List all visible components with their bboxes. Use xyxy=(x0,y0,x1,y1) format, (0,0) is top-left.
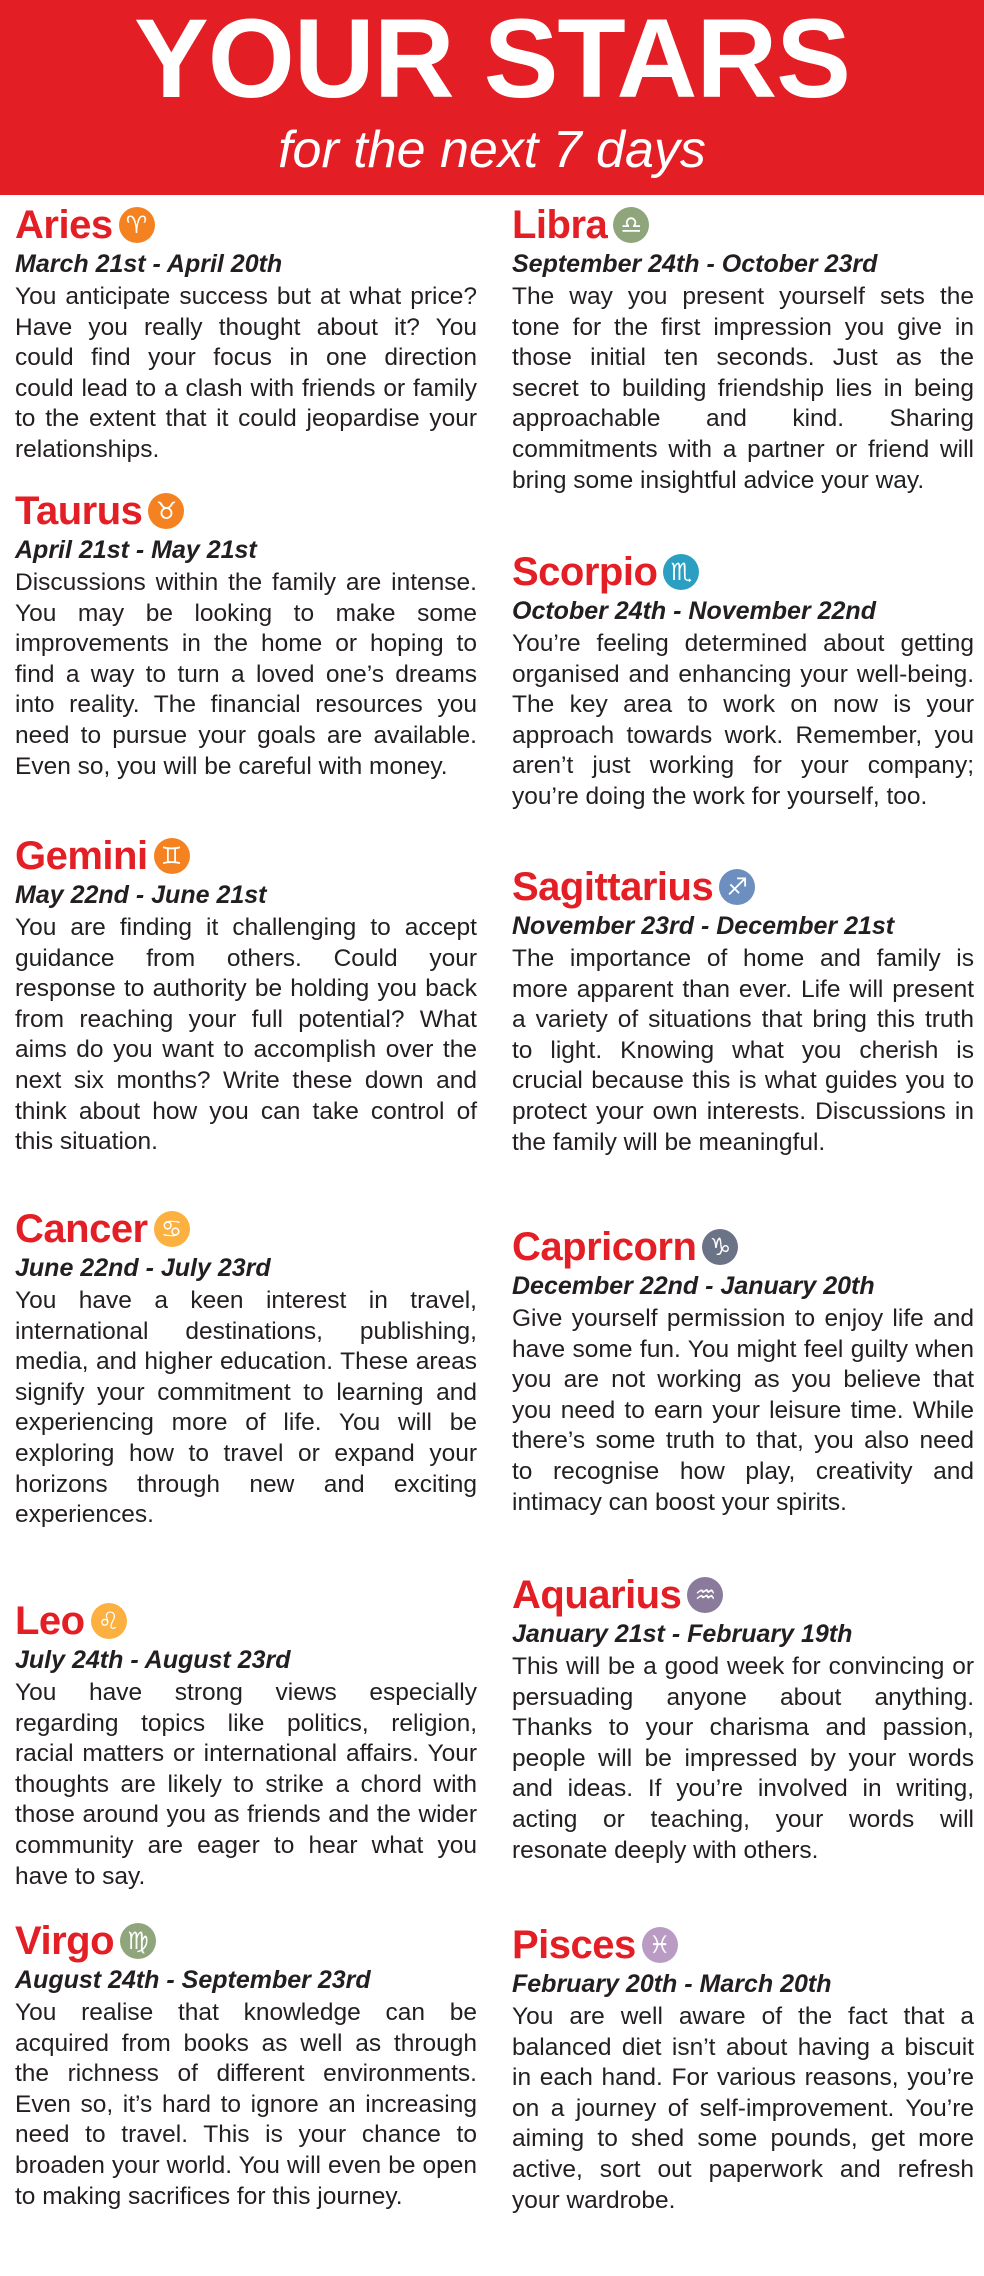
sign-sagittarius xyxy=(512,862,974,1222)
sign-text: This will be a good week for convincing or persuading anyone about anything. Thanks to your charisma and passion, people will be impressed by your words and ideas. If you’re involved in writing, acting or teaching, your words will resonate deeply with others. xyxy=(512,1653,974,1864)
taurus-icon: ♉ xyxy=(148,493,184,529)
sign-leo xyxy=(15,1596,477,1916)
sign-text: You have a keen interest in travel, international destinations, publishing, media, and higher education. These areas signify your commitment to learning and experiencing more of life. You will be exploring how to travel or expand your horizons through new and exciting experiences. xyxy=(15,1287,477,1529)
sign-dates: August 24th - September 23rd xyxy=(15,1966,371,1994)
cancer-icon: ♋ xyxy=(154,1211,190,1247)
header-banner xyxy=(0,0,984,195)
sign-text: The way you present yourself sets the tone for the first impression you give in those initial ten seconds. Just as the secret to building friendship lies in being approachable and kind. Sharing commitments with a partner or friend will bring some insightful advice your way. xyxy=(512,283,974,494)
sign-name: Taurus xyxy=(15,489,143,533)
sign-name: Virgo xyxy=(15,1919,115,1963)
virgo-icon: ♍ xyxy=(120,1923,156,1959)
sign-text: Discussions within the family are intense. You may be looking to make some improvements in the home or hoping to find a way to turn a loved one’s dreams into reality. The financial resources you need to pursue your goals are available. Even so, you will be careful with money. xyxy=(15,569,477,780)
sign-pisces xyxy=(512,1920,974,2260)
sign-dates: February 20th - March 20th xyxy=(512,1970,832,1998)
sign-name: Libra xyxy=(512,203,608,247)
page-subtitle: for the next 7 days xyxy=(278,121,706,179)
aquarius-icon: ♒ xyxy=(687,1577,723,1613)
sagittarius-icon: ♐ xyxy=(719,869,755,905)
sign-dates: July 24th - August 23rd xyxy=(15,1646,291,1674)
sign-name: Sagittarius xyxy=(512,865,714,909)
sign-text: You have strong views especially regarding topics like politics, religion, racial matters or international affairs. Your thoughts are likely to strike a chord with those around you as friends and the wider community are eager to hear what you have to say. xyxy=(15,1679,477,1890)
libra-icon: ♎ xyxy=(613,207,649,243)
sign-virgo xyxy=(15,1916,477,2256)
sign-dates: September 24th - October 23rd xyxy=(512,250,878,278)
sign-cancer xyxy=(15,1204,477,1596)
sign-dates: April 21st - May 21st xyxy=(15,536,257,564)
sign-text: You are finding it challenging to accept guidance from others. Could your response to authority be holding you back from reaching your full potential? What aims do you want to accomplish over the next six months? Write these down and think about how you can take control of this situation. xyxy=(15,914,477,1156)
capricorn-icon: ♑ xyxy=(702,1229,738,1265)
sign-text: Give yourself permission to enjoy life and have some fun. You might feel guilty when you are not working as you believe that you need to earn your leisure time. While there’s some truth to that, you also need to recognise how play, creativity and intimacy can boost your spirits. xyxy=(512,1305,974,1516)
sign-dates: November 23rd - December 21st xyxy=(512,912,895,940)
leo-icon: ♌ xyxy=(91,1603,127,1639)
sign-dates: March 21st - April 20th xyxy=(15,250,283,278)
sign-text: You anticipate success but at what price? Have you really thought about it? You could find your focus in one direction could lead to a clash with friends or family to the extent that it could jeopardise your relationships. xyxy=(15,283,477,463)
right-column xyxy=(512,200,974,2260)
sign-name: Gemini xyxy=(15,834,148,878)
sign-dates: May 22nd - June 21st xyxy=(15,881,267,909)
sign-aquarius xyxy=(512,1570,974,1920)
sign-dates: January 21st - February 19th xyxy=(512,1620,853,1648)
sign-text: You are well aware of the fact that a balanced diet isn’t about having a biscuit in each hand. For various reasons, you’re on a journey of self-improvement. You’re aiming to shed some pounds, get more active, sort out paperwork and refresh your wardrobe. xyxy=(512,2003,974,2214)
pisces-icon: ♓ xyxy=(642,1927,678,1963)
sign-libra xyxy=(512,200,974,547)
sign-taurus xyxy=(15,486,477,831)
sign-name: Scorpio xyxy=(512,550,658,594)
sign-name: Aquarius xyxy=(512,1573,682,1617)
sign-name: Cancer xyxy=(15,1207,148,1251)
sign-name: Capricorn xyxy=(512,1225,697,1269)
sign-text: You realise that knowledge can be acquired from books as well as through the richness of different environments. Even so, it’s hard to ignore an increasing need to travel. This is your chance to broaden your world. You will even be open to making sacrifices for this journey. xyxy=(15,1999,477,2210)
sign-dates: October 24th - November 22nd xyxy=(512,597,876,625)
sign-name: Leo xyxy=(15,1599,85,1643)
sign-aries xyxy=(15,200,477,486)
scorpio-icon: ♏ xyxy=(663,554,699,590)
sign-scorpio xyxy=(512,547,974,862)
sign-gemini xyxy=(15,831,477,1204)
sign-capricorn xyxy=(512,1222,974,1570)
left-column xyxy=(15,200,477,2256)
sign-text: You’re feeling determined about getting organised and enhancing your well-being. The key area to work on now is your approach towards work. Remember, you aren’t just working for your company; you’re doing the work for yourself, too. xyxy=(512,630,974,810)
page-title: YOUR STARS xyxy=(134,0,850,121)
sign-name: Pisces xyxy=(512,1923,636,1967)
sign-dates: June 22nd - July 23rd xyxy=(15,1254,271,1282)
sign-text: The importance of home and family is more apparent than ever. Life will present a variety of situations that bring this truth to light. Knowing what you cherish is crucial because this is what guides you to protect your own interests. Discussions in the family will be meaningful. xyxy=(512,945,974,1156)
gemini-icon: ♊ xyxy=(154,838,190,874)
sign-dates: December 22nd - January 20th xyxy=(512,1272,875,1300)
aries-icon: ♈ xyxy=(119,207,155,243)
sign-name: Aries xyxy=(15,203,113,247)
